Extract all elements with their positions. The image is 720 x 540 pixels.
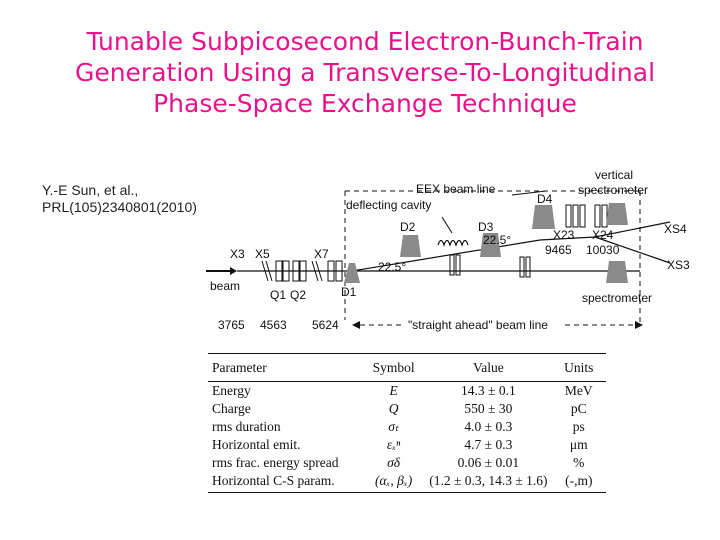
beam-label: beam [210, 279, 241, 293]
row-units: ps [572, 419, 585, 434]
cavity-pointer [442, 217, 452, 233]
table-row [208, 382, 606, 401]
title-line-3: Phase-Space Exchange Technique [153, 89, 577, 118]
straight-arrow-right [635, 321, 643, 329]
spectrometer-top-label: spectrometer [578, 183, 649, 197]
x3-label: X3 [230, 247, 245, 261]
d1-dipole [344, 263, 360, 283]
pos-10030: 10030 [586, 243, 620, 257]
d1-label: D1 [341, 285, 357, 299]
deflecting-cavity [438, 241, 468, 246]
citation-authors: Y.-E Sun, et al., [42, 182, 139, 198]
row-symbol: E [389, 383, 398, 398]
deflecting-cavity-label: deflecting cavity [346, 198, 432, 212]
eex-screen-3 [520, 257, 524, 277]
spectrometer-bottom-label: spectrometer [582, 291, 653, 305]
pos-5624: 5624 [312, 318, 339, 332]
row-units: % [573, 455, 585, 470]
d2-label: D2 [400, 220, 416, 234]
row-value: 14.3 ± 0.1 [461, 383, 516, 398]
beam-arrowhead [230, 267, 237, 275]
row-value: 4.0 ± 0.3 [464, 419, 513, 434]
row-units: μm [569, 437, 588, 452]
table-row [208, 418, 606, 436]
row-units: MeV [564, 383, 593, 398]
angle-label-upper: 22.5° [483, 233, 512, 247]
table-row [208, 400, 606, 418]
table-row [208, 454, 606, 472]
citation [42, 182, 197, 216]
row-parameter: rms duration [212, 419, 281, 434]
parameter-table [208, 353, 606, 493]
citation-reference: PRL(105)2340801(2010) [42, 199, 197, 215]
x7-label: X7 [314, 247, 329, 261]
table-header-row [208, 354, 606, 382]
pos-9465: 9465 [545, 243, 572, 257]
row-parameter: Charge [212, 401, 251, 416]
row-parameter: Horizontal emit. [212, 437, 301, 452]
row-value: (1.2 ± 0.3, 14.3 ± 1.6) [425, 472, 551, 493]
row-symbol: σδ [387, 455, 401, 470]
header-units: Units [552, 354, 606, 382]
angle-label-lower: 22.5° [378, 260, 407, 274]
title-line-1: Tunable Subpicosecond Electron-Bunch-Train [86, 27, 644, 56]
straight-ahead-label: "straight ahead" beam line [408, 318, 548, 332]
x23-quad-c [580, 205, 585, 227]
table-row [208, 472, 606, 493]
x24-quad-a [595, 205, 600, 227]
row-units: (-,m) [552, 472, 606, 493]
row-value: 4.7 ± 0.3 [464, 437, 513, 452]
pos-3765: 3765 [218, 318, 245, 332]
title-line-2: Generation Using a Transverse-To-Longitudinal [74, 58, 656, 87]
vertical-spectrometer-magnet [606, 203, 628, 225]
x23-quad-b [573, 205, 578, 227]
pos-4563: 4563 [260, 318, 287, 332]
header-symbol: Symbol [362, 354, 425, 382]
x23-quad-a [566, 205, 571, 227]
header-parameter: Parameter [208, 354, 362, 382]
q2-label: Q2 [290, 288, 307, 302]
x23-label: X23 [553, 228, 575, 242]
eex-label: EEX beam line [416, 182, 496, 196]
row-symbol: σₜ [388, 419, 399, 434]
d3-label: D3 [478, 220, 494, 234]
row-units: pC [570, 401, 587, 416]
eex-screen-2 [456, 255, 460, 275]
xs3-label: XS3 [667, 258, 690, 272]
horizontal-spectrometer-magnet [606, 261, 628, 283]
q1-label: Q1 [270, 288, 287, 302]
xs4-label: XS4 [664, 222, 687, 236]
eex-screen-1 [450, 255, 454, 275]
row-parameter: Horizontal C-S param. [208, 472, 362, 493]
row-value: 550 ± 30 [464, 401, 513, 416]
d2-dipole [400, 235, 421, 257]
straight-arrow-left [352, 321, 360, 329]
header-value: Value [425, 354, 551, 382]
beamline-diagram [200, 165, 700, 335]
row-parameter: rms frac. energy spread [212, 455, 339, 470]
row-symbol: Q [388, 401, 399, 416]
eex-screen-4 [526, 257, 530, 277]
vertical-label: vertical [595, 168, 634, 182]
d4-label: D4 [537, 192, 553, 206]
x5-label: X5 [255, 247, 270, 261]
d4-dipole [532, 205, 555, 229]
row-symbol: εₓⁿ [386, 437, 401, 452]
row-value: 0.06 ± 0.01 [457, 455, 520, 470]
row-symbol: (αₓ, βₓ) [362, 472, 425, 493]
x24-label: X24 [592, 228, 614, 242]
row-parameter: Energy [212, 383, 251, 398]
slide-title [40, 26, 690, 119]
table-row [208, 436, 606, 454]
